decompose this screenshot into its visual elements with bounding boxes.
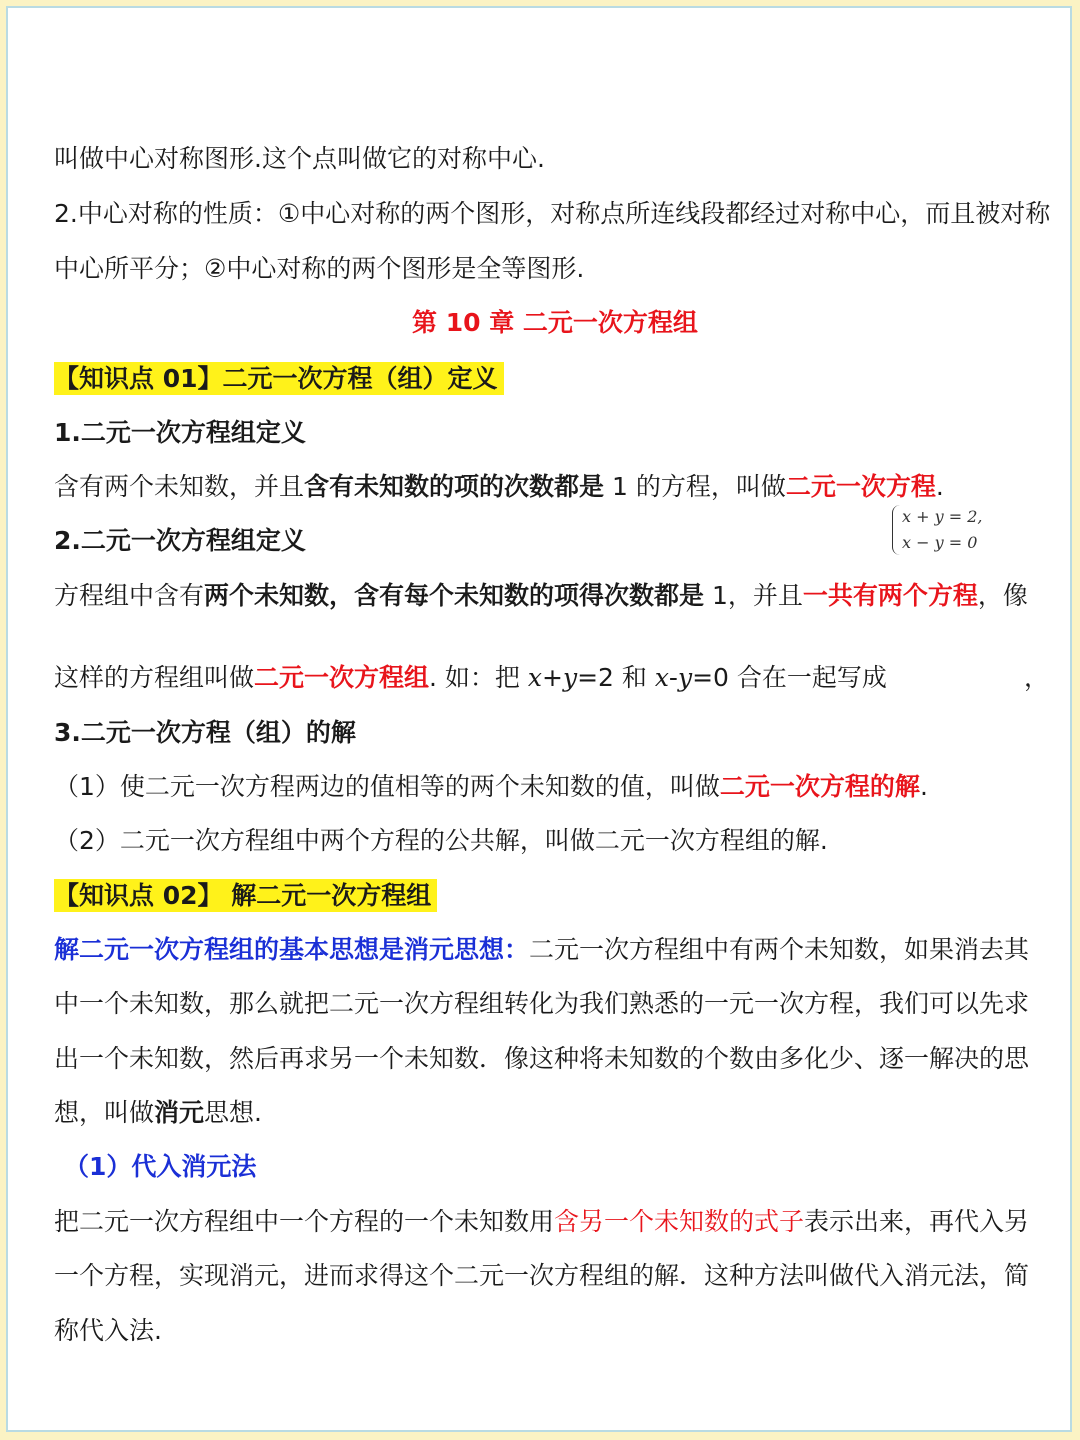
brace-icon xyxy=(892,505,900,555)
math-var: x xyxy=(527,663,542,692)
kp1-section3-title: 3.二元一次方程（组）的解 xyxy=(54,718,356,747)
math-var: y xyxy=(677,663,693,692)
method-1-line-3: 称代入法. xyxy=(54,1316,162,1345)
intro-line-3 xyxy=(54,252,584,286)
text-run: 想，叫做 xyxy=(54,1098,155,1127)
text-run: 含有两个未知数，并且 xyxy=(54,472,305,501)
method-1-title: （1）代入消元法 xyxy=(64,1152,257,1181)
math-var: x xyxy=(654,663,669,692)
key-idea: 解二元一次方程组的基本思想是消元思想： xyxy=(54,935,530,964)
kp1-heading xyxy=(54,362,504,396)
intro-line-2 xyxy=(54,197,1050,231)
method-1-line-1 xyxy=(54,1205,1029,1239)
chapter-title: 第 10 章 二元一次方程组 xyxy=(412,308,698,337)
intro-text: 叫做中心对称图形.这个点叫做它的对称中心. xyxy=(54,144,545,173)
text-run: . xyxy=(919,772,928,801)
kp2-paragraph-line-2: 中一个未知数，那么就把二元一次方程组转化为我们熟悉的一元一次方程，我们可以先求 xyxy=(54,989,1030,1018)
math-var: y xyxy=(562,663,578,692)
kp2-heading xyxy=(54,879,437,913)
term-highlight: 含另一个未知数的式子 xyxy=(554,1207,805,1236)
kp2-title: 【知识点 02】 解二元一次方程组 xyxy=(54,879,437,912)
kp1-section1-title: 1.二元一次方程组定义 xyxy=(54,418,306,447)
kp1-section2-title: 2.二元一次方程组定义 xyxy=(54,526,306,555)
text-run: 把二元一次方程组中一个方程的一个未知数用 xyxy=(54,1207,555,1236)
term-highlight: 一共有两个方程 xyxy=(802,581,978,610)
kp1-section1-body xyxy=(54,470,944,504)
bold-run: 含有未知数的项的次数都是 xyxy=(304,472,605,501)
kp1-section2-body-1 xyxy=(54,579,1028,613)
kp2-paragraph-line-3: 出一个未知数，然后再求另一个未知数．像这种将未知数的个数由多化少、逐一解决的思 xyxy=(54,1044,1030,1073)
text-run: 1 的方程，叫做 xyxy=(604,472,786,501)
system-trailing-comma: ， xyxy=(1024,663,1050,692)
text-run: =2 和 xyxy=(577,663,655,692)
kp2-paragraph-line-4 xyxy=(54,1096,262,1130)
text-run: （1）使二元一次方程两边的值相等的两个未知数的值，叫做 xyxy=(54,772,720,801)
method-1-line-2: 一个方程，实现消元，进而求得这个二元一次方程组的解．这种方法叫做代入消元法，简 xyxy=(54,1261,1030,1290)
text-run: ，像 xyxy=(977,581,1028,610)
term-highlight: 二元一次方程 xyxy=(785,472,936,501)
intro-line-1 xyxy=(54,142,545,176)
kp2-paragraph-line-1 xyxy=(54,933,1029,967)
kp1-title: 【知识点 01】二元一次方程（组）定义 xyxy=(54,362,504,395)
text-run: 1，并且 xyxy=(704,581,803,610)
math-op: - xyxy=(668,663,678,692)
equation-row-1: x + y = 2, xyxy=(902,507,983,526)
equation-system xyxy=(892,505,988,565)
symmetry-property-text-cont: 中心所平分；②中心对称的两个图形是全等图形. xyxy=(54,254,585,283)
equation-row-2: x − y = 0 xyxy=(902,533,978,552)
text-run: . 如：把 xyxy=(429,663,528,692)
text-run: 方程组中含有 xyxy=(54,581,205,610)
bold-run: 消元 xyxy=(154,1098,205,1127)
symmetry-property-text: 2.中心对称的性质：①中心对称的两个图形，对称点所连线段都经过对称中心，而且被对称 xyxy=(54,199,1051,228)
text-run: 思想. xyxy=(204,1098,262,1127)
page-frame xyxy=(6,6,1072,1432)
text-run: =0 合在一起写成 xyxy=(692,663,887,692)
text-run: 二元一次方程组中有两个未知数，如果消去其 xyxy=(529,935,1030,964)
bold-run: 两个未知数，含有每个未知数的项得次数都是 xyxy=(204,581,705,610)
math-op: + xyxy=(541,663,563,692)
kp1-section3-item2: （2）二元一次方程组中两个方程的公共解，叫做二元一次方程组的解. xyxy=(54,826,828,855)
kp1-section2-body-2 xyxy=(54,661,887,695)
term-highlight: 二元一次方程组 xyxy=(254,663,430,692)
text-run: 这样的方程组叫做 xyxy=(54,663,255,692)
kp1-section3-item1 xyxy=(54,770,928,804)
text-run: . xyxy=(935,472,944,501)
term-highlight: 二元一次方程的解 xyxy=(719,772,920,801)
text-run: 表示出来，再代入另 xyxy=(804,1207,1030,1236)
